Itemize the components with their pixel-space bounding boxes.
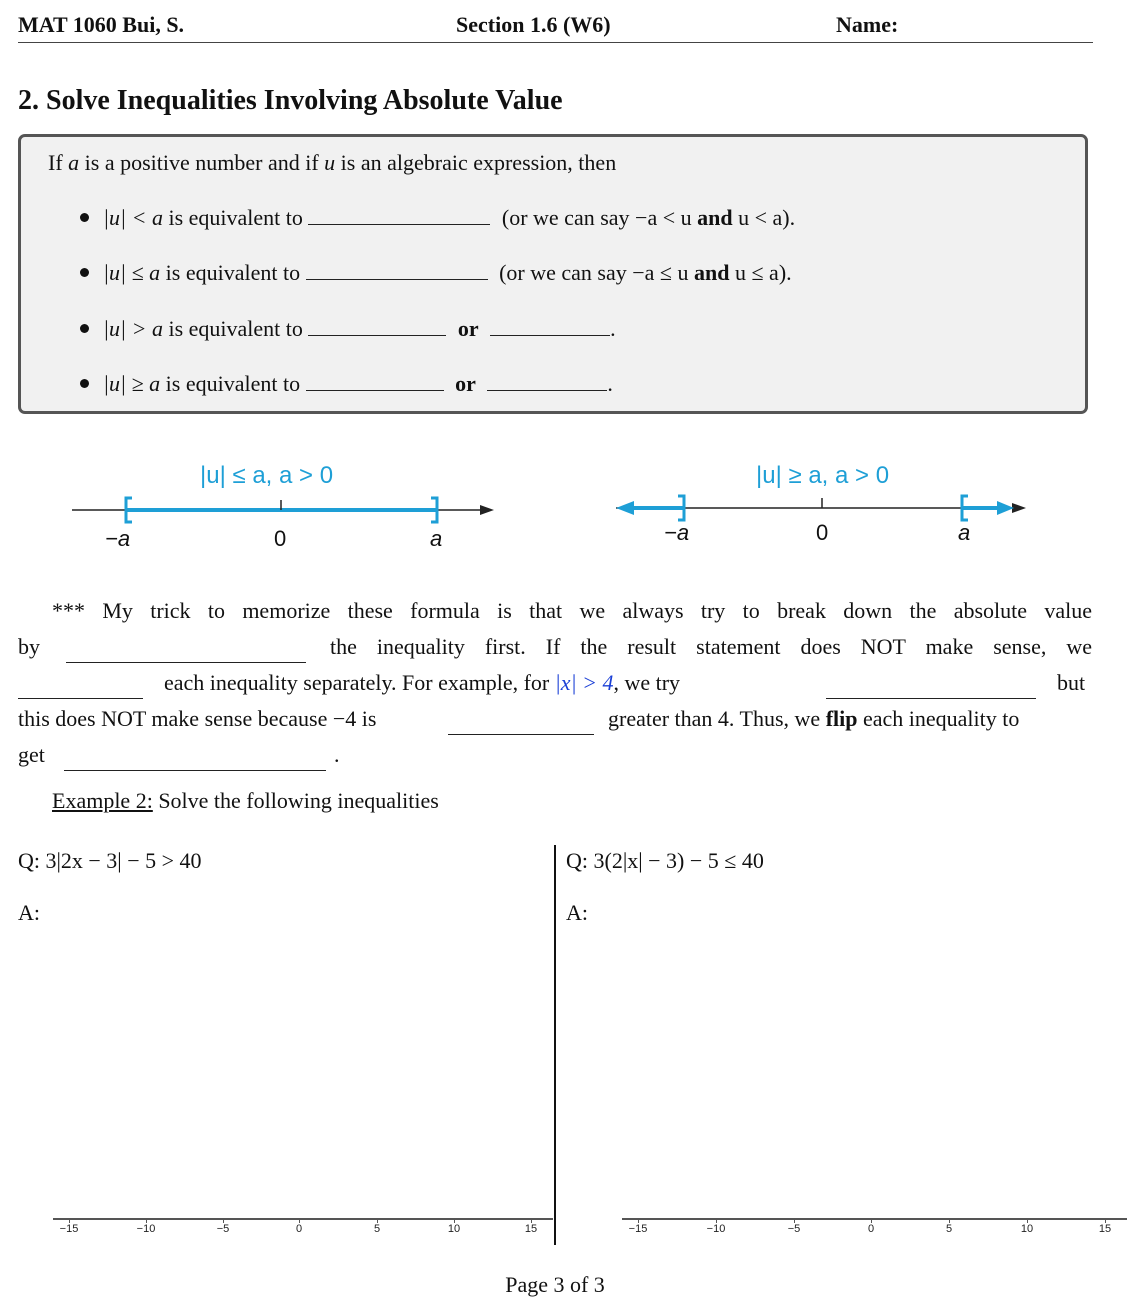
rule-row-le: |u| ≤ a is equivalent to (or we can say −a ≤ u and u ≤ a). xyxy=(80,260,792,286)
tick-neg-a: −a xyxy=(664,520,690,545)
answer-2-number-line[interactable]: −15 −10 −5 0 5 10 15 xyxy=(622,1216,1127,1246)
bullet-icon xyxy=(80,213,89,222)
fill-blank[interactable] xyxy=(487,372,607,391)
section-title: 2. Solve Inequalities Involving Absolute Value xyxy=(18,85,563,116)
answer-2-label: A: xyxy=(566,900,588,925)
answer-1-number-line[interactable]: −15 −10 −5 0 5 10 15 xyxy=(53,1216,553,1246)
trick-line-3: each inequality separately. For example, for |x| > 4, we try xyxy=(164,670,681,695)
example-heading: Example 2: Solve the following inequalities xyxy=(52,788,439,813)
bullet-icon xyxy=(80,268,89,277)
number-line-right-label: |u| ≥ a, a > 0 xyxy=(756,462,890,489)
question-1: Q: 3|2x − 3| − 5 > 40 xyxy=(18,848,202,873)
fill-blank[interactable] xyxy=(64,752,326,771)
fill-blank[interactable] xyxy=(826,680,1036,699)
trick-line-4-pre: this does NOT make sense because −4 is xyxy=(18,706,377,731)
fill-blank[interactable] xyxy=(18,680,143,699)
column-divider xyxy=(554,845,556,1245)
answer-1-label: A: xyxy=(18,900,40,925)
trick-line-2-post: the inequality first. If the result statement does NOT make sense, we xyxy=(330,634,1092,659)
fill-blank[interactable] xyxy=(308,206,490,225)
trick-line-3-end: but xyxy=(1057,670,1086,695)
fill-blank[interactable] xyxy=(448,716,594,735)
trick-line-1: *** My trick to memorize these formula is that we always try to break down the absolute value xyxy=(52,598,1092,623)
header-rule xyxy=(18,42,1093,43)
bullet-icon xyxy=(80,324,89,333)
fill-blank[interactable] xyxy=(66,644,306,663)
fill-blank[interactable] xyxy=(308,317,446,336)
trick-line-5-pre: get xyxy=(18,742,45,767)
name-label: Name: xyxy=(836,12,899,37)
fill-blank[interactable] xyxy=(306,372,444,391)
fill-blank[interactable] xyxy=(306,261,488,280)
bullet-icon xyxy=(80,379,89,388)
tick-zero: 0 xyxy=(274,526,287,551)
definition-intro: If a is a positive number and if u is an algebraic expression, then xyxy=(48,150,617,175)
number-line-closed-interval xyxy=(70,494,500,526)
course-label: MAT 1060 Bui, S. xyxy=(18,12,185,37)
page-footer: Page 3 of 3 xyxy=(505,1272,605,1297)
trick-line-2-pre: by xyxy=(18,634,40,659)
rule-row-gt: |u| > a is equivalent to or . xyxy=(80,316,616,342)
tick-neg-a: −a xyxy=(105,526,131,551)
rule-row-lt: |u| < a is equivalent to (or we can say −a < u and u < a). xyxy=(80,205,795,231)
tick-a: a xyxy=(958,520,971,545)
trick-line-5-end: . xyxy=(334,742,340,767)
tick-a: a xyxy=(430,526,443,551)
section-label: Section 1.6 (W6) xyxy=(456,12,611,37)
tick-zero: 0 xyxy=(816,520,829,545)
rule-row-ge: |u| ≥ a is equivalent to or . xyxy=(80,371,613,397)
question-2: Q: 3(2|x| − 3) − 5 ≤ 40 xyxy=(566,848,764,873)
trick-line-4-post: greater than 4. Thus, we flip each inequality to xyxy=(608,706,1020,731)
number-line-left-label: |u| ≤ a, a > 0 xyxy=(200,462,334,489)
fill-blank[interactable] xyxy=(490,317,610,336)
